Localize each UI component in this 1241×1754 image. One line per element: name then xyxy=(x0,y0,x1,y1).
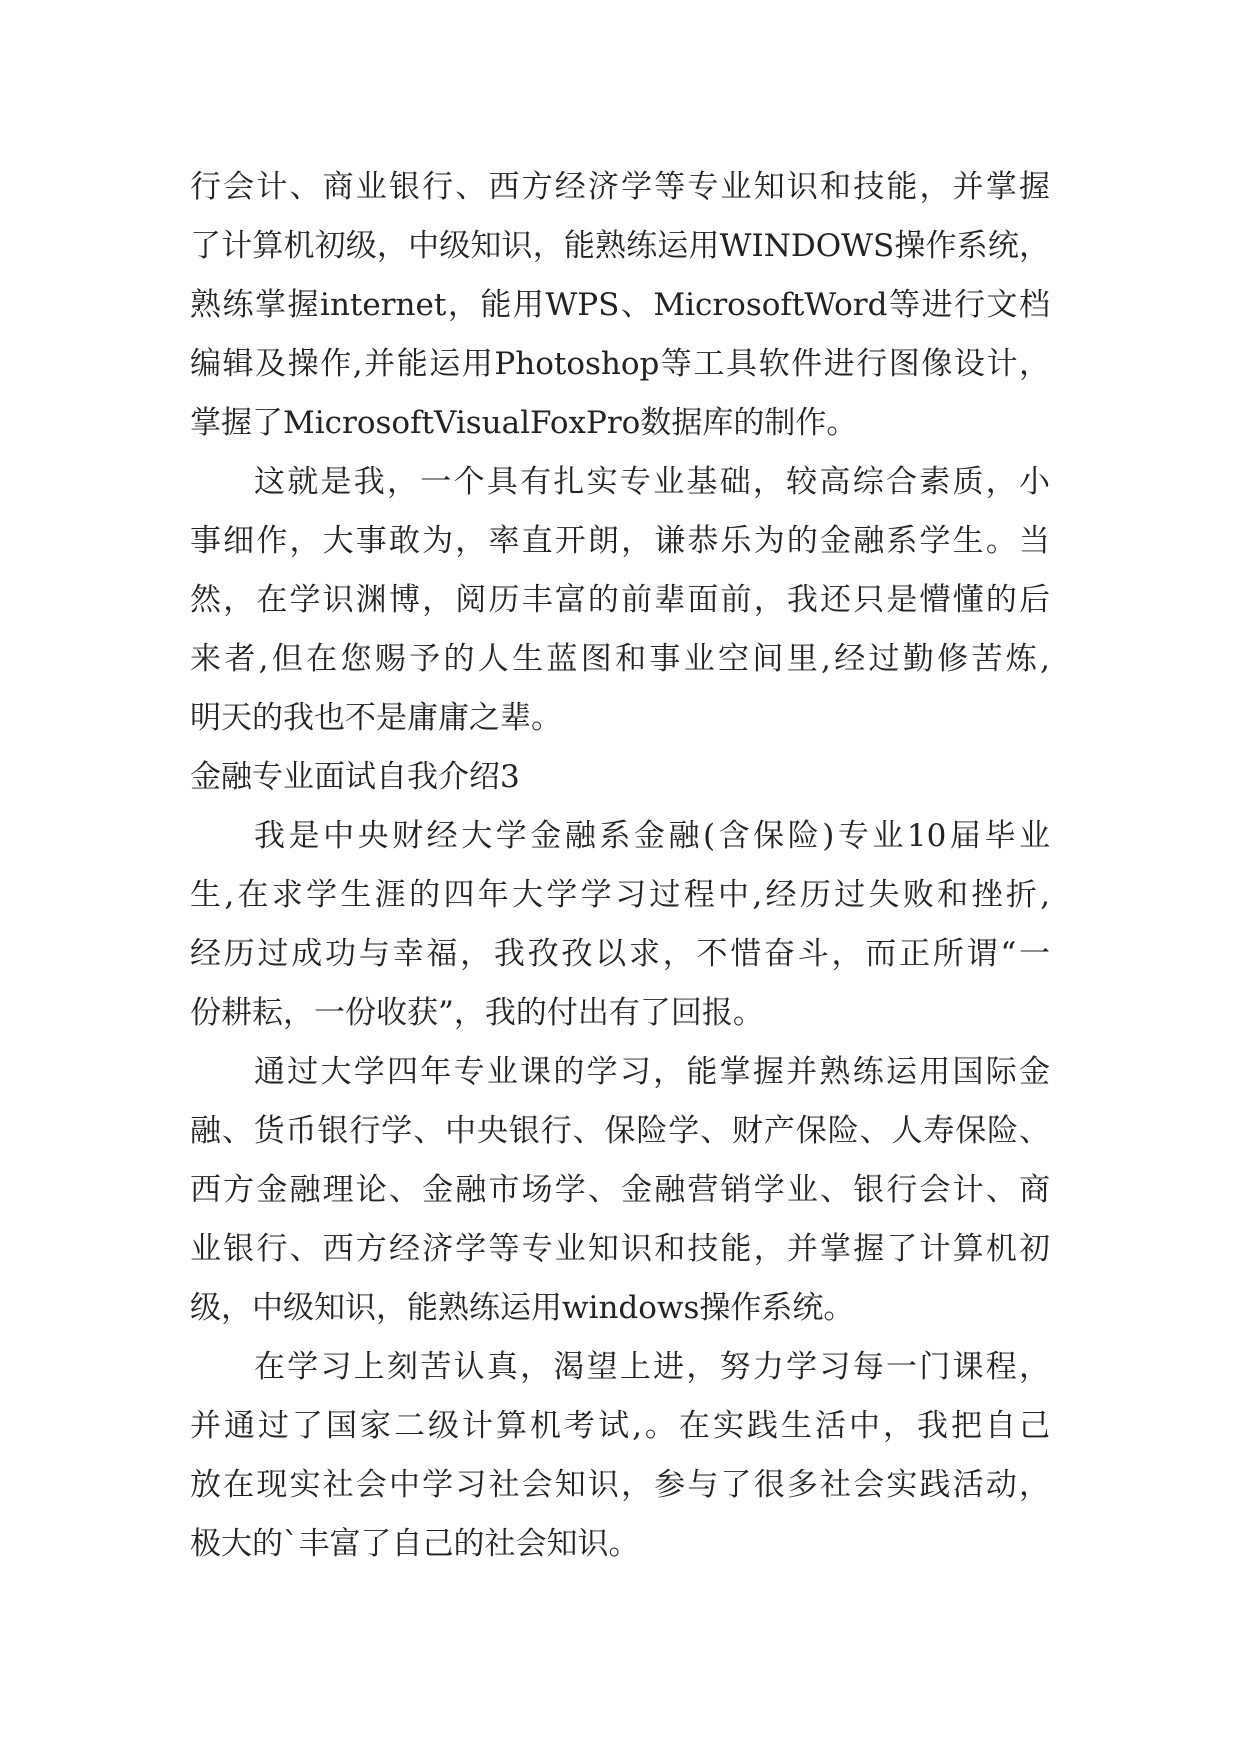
paragraph-5-line-4: 极大的`丰富了自己的社会知识。 xyxy=(190,1526,640,1562)
paragraph-2-line-3: 然，在学识渊博，阅历丰富的前辈面前，我还只是懵懂的后 xyxy=(190,582,1050,618)
paragraph-5-line-2: 并通过了国家二级计算机考试,。在实践生活中，我把自己 xyxy=(190,1408,1050,1444)
paragraph-5-line-1: 在学习上刻苦认真，渴望上进，努力学习每一门课程， xyxy=(254,1349,1050,1385)
paragraph-2-line-2: 事细作，大事敢为，率直开朗，谦恭乐为的金融系学生。当 xyxy=(190,523,1050,559)
paragraph-3-line-3: 经历过成功与幸福，我孜孜以求，不惜奋斗，而正所谓“一 xyxy=(190,936,1050,972)
section-heading: 金融专业面试自我介绍3 xyxy=(190,759,520,795)
paragraph-2-line-4: 来者,但在您赐予的人生蓝图和事业空间里,经过勤修苦炼, xyxy=(190,641,1050,677)
paragraph-1-line-3: 熟练掌握internet，能用WPS、MicrosoftWord等进行文档 xyxy=(190,287,1050,323)
paragraph-5-line-3: 放在现实社会中学习社会知识，参与了很多社会实践活动， xyxy=(190,1467,1050,1503)
paragraph-4-line-3: 西方金融理论、金融市场学、金融营销学业、银行会计、商 xyxy=(190,1172,1050,1208)
paragraph-3-line-2: 生,在求学生涯的四年大学学习过程中,经历过失败和挫折, xyxy=(190,877,1050,913)
paragraph-4-line-4: 业银行、西方经济学等专业知识和技能，并掌握了计算机初 xyxy=(190,1231,1050,1267)
paragraph-1-line-5: 掌握了MicrosoftVisualFoxPro数据库的制作。 xyxy=(190,405,858,441)
paragraph-2-line-5: 明天的我也不是庸庸之辈。 xyxy=(190,700,562,736)
paragraph-4-line-5: 级，中级知识，能熟练运用windows操作系统。 xyxy=(190,1290,855,1326)
paragraph-1-line-4: 编辑及操作,并能运用Photoshop等工具软件进行图像设计， xyxy=(190,346,1050,382)
paragraph-3-line-1: 我是中央财经大学金融系金融(含保险)专业10届毕业 xyxy=(254,818,1050,854)
paragraph-1-line-2: 了计算机初级，中级知识，能熟练运用WINDOWS操作系统， xyxy=(190,228,1050,264)
paragraph-2-line-1: 这就是我，一个具有扎实专业基础，较高综合素质，小 xyxy=(254,464,1050,500)
paragraph-4-line-2: 融、货币银行学、中央银行、保险学、财产保险、人寿保险、 xyxy=(190,1113,1050,1149)
paragraph-3-line-4: 份耕耘，一份收获”，我的付出有了回报。 xyxy=(190,995,764,1031)
paragraph-1-line-1: 行会计、商业银行、西方经济学等专业知识和技能，并掌握 xyxy=(190,169,1050,205)
document-body xyxy=(190,158,1050,1574)
paragraph-4-line-1: 通过大学四年专业课的学习，能掌握并熟练运用国际金 xyxy=(254,1054,1050,1090)
